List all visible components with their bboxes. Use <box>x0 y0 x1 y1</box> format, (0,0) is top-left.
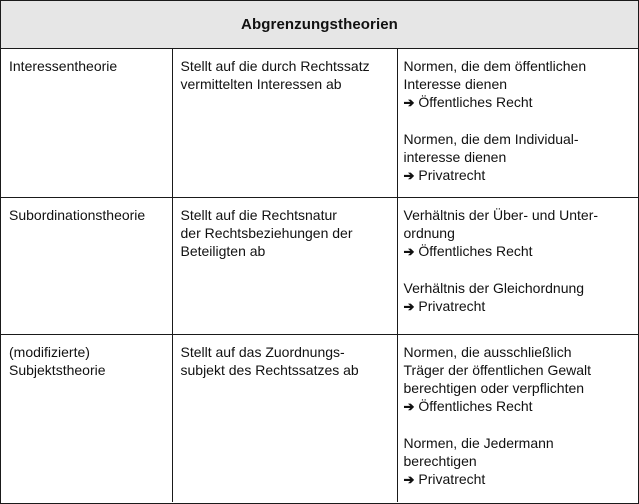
result-label: Öffentliches Recht <box>418 242 533 259</box>
theory-cell <box>1 334 172 502</box>
norm-line: berechtigen oder verpflichten <box>403 379 585 396</box>
consequence-group <box>404 206 633 261</box>
result-label: Privatrecht <box>418 167 486 183</box>
description-line: Beteiligten ab <box>180 242 266 259</box>
description-line: Stellt auf das Zuordnungs- <box>180 343 345 360</box>
norm-line: ordnung <box>403 224 455 241</box>
right-arrow-icon: ➔ <box>403 168 415 183</box>
result-line <box>404 93 633 112</box>
description-line: der Rechtsbeziehungen der <box>180 224 353 241</box>
norm-line: Träger der öffentlichen Gewalt <box>403 361 592 378</box>
norm-line: Normen, die dem Individual- <box>403 131 579 147</box>
theory-cell <box>1 197 172 334</box>
theories-grid <box>1 49 638 502</box>
theory-cell <box>1 49 172 197</box>
consequence-group <box>404 130 633 185</box>
norm-line: Interesse dienen <box>403 76 508 92</box>
right-arrow-icon: ➔ <box>403 398 415 414</box>
consequence-group <box>404 279 633 316</box>
right-arrow-icon: ➔ <box>403 298 415 314</box>
table-title: Abgrenzungstheorien <box>1 1 638 49</box>
result-line <box>404 397 633 416</box>
table-row <box>1 197 638 334</box>
theory-name: Interessentheorie <box>9 58 118 74</box>
consequence-cell <box>397 197 638 334</box>
table-row <box>1 334 638 502</box>
consequence-cell <box>397 49 638 197</box>
result-label: Privatrecht <box>418 470 486 487</box>
table-row <box>1 49 638 197</box>
consequence-group <box>404 57 633 112</box>
consequence-group <box>404 343 633 416</box>
theory-name: Subordinationstheorie <box>9 206 146 223</box>
norm-line: Normen, die Jedermann <box>403 434 554 451</box>
consequence-group <box>404 434 633 489</box>
description-cell <box>172 197 397 334</box>
norm-line: Normen, die dem öffentlichen <box>403 58 587 74</box>
description-line: Stellt auf die Rechtsnatur <box>180 206 337 223</box>
result-line <box>404 242 633 261</box>
norm-line: Normen, die ausschließlich <box>403 343 572 360</box>
norm-line: berechtigen <box>403 452 477 469</box>
description-cell <box>172 334 397 502</box>
result-label: Öffentliches Recht <box>418 94 533 110</box>
right-arrow-icon: ➔ <box>403 471 415 487</box>
norm-line: interesse dienen <box>403 149 507 165</box>
result-line <box>404 297 633 316</box>
norm-line: Verhältnis der Gleichordnung <box>403 279 585 296</box>
right-arrow-icon: ➔ <box>403 95 415 110</box>
theory-name: (modifizierte) <box>9 343 90 360</box>
result-line <box>404 166 633 185</box>
description-line: Stellt auf die durch Rechtssatz <box>180 58 370 74</box>
right-arrow-icon: ➔ <box>403 243 415 259</box>
consequence-cell <box>397 334 638 502</box>
theory-name: Subjektstheorie <box>9 361 106 378</box>
result-label: Öffentliches Recht <box>418 397 533 414</box>
description-line: subjekt des Rechtssatzes ab <box>180 361 359 378</box>
description-cell <box>172 49 397 197</box>
description-line: vermittelten Interessen ab <box>180 76 342 92</box>
result-line <box>404 470 633 489</box>
result-label: Privatrecht <box>418 297 486 314</box>
norm-line: Verhältnis der Über- und Unter- <box>403 206 599 223</box>
